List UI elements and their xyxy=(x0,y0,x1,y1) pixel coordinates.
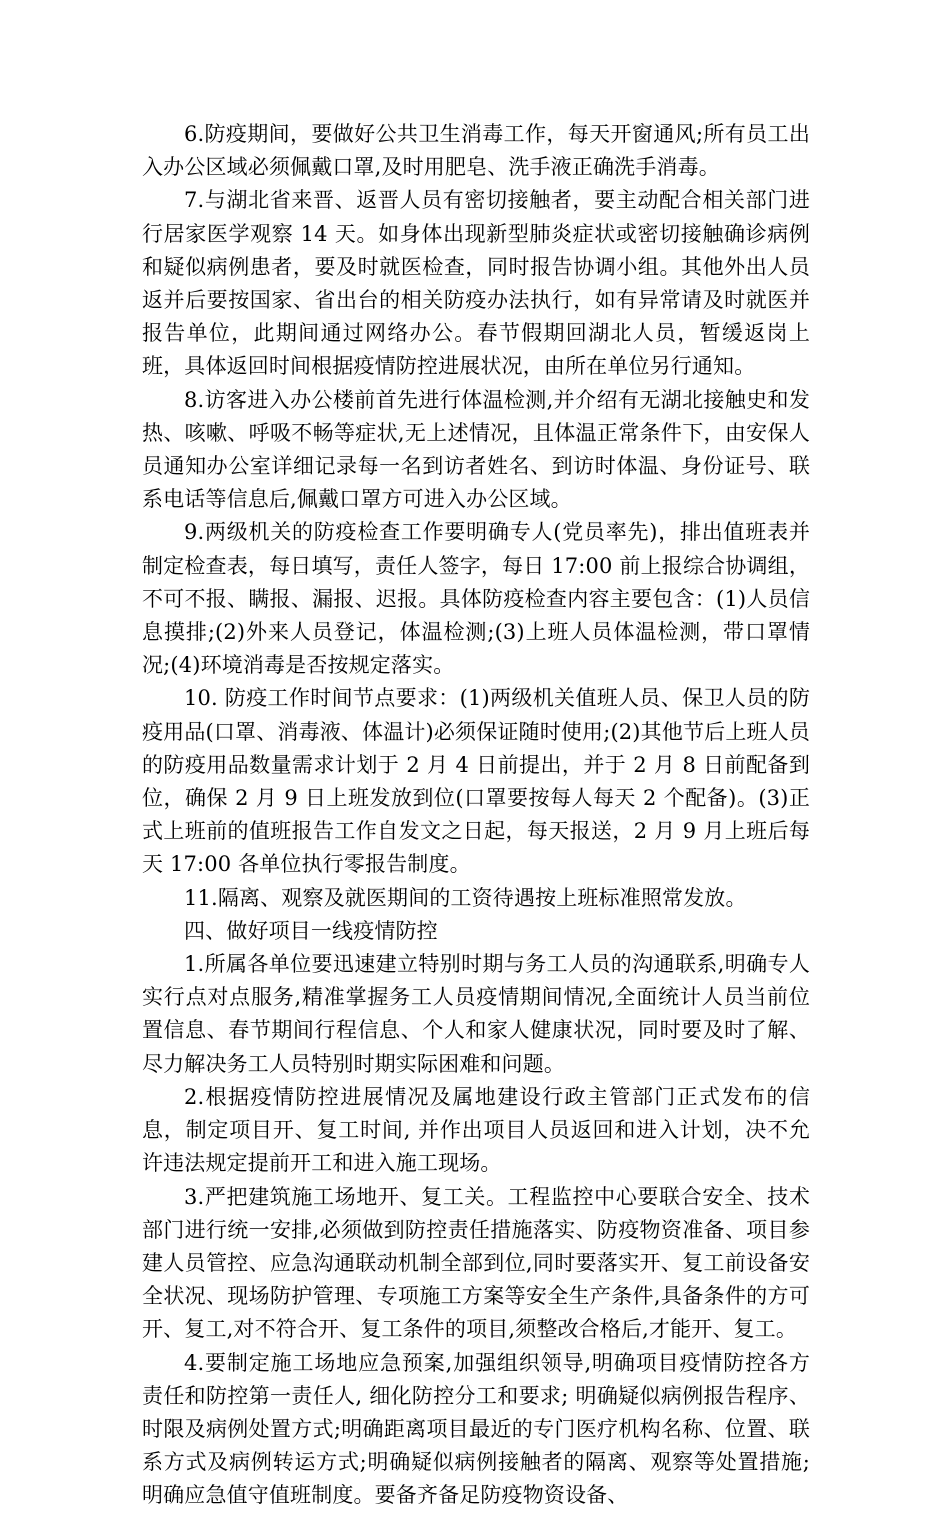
paragraph-6-disinfection: 6.防疫期间，要做好公共卫生消毒工作，每天开窗通风;所有员工出入办公区域必须佩戴口罩,及时用肥皂、洗手液正确洗手消毒。 xyxy=(142,122,810,180)
paragraph-s4-2-schedule: 2.根据疫情防控进展情况及属地建设行政主管部门正式发布的信息，制定项目开、复工时间, 并作出项目人员返回和进入计划，决不允许违法规定提前开工和进入施工现场。 xyxy=(142,1084,810,1176)
paragraph-s4-1-communication: 1.所属各单位要迅速建立特别时期与务工人员的沟通联系,明确专人实行点对点服务,精准掌握务工人员疫情期间情况,全面统计人员当前位置信息、春节期间行程信息、个人和家人健康状况，同时要及时了解、尽力解决务工人员特别时期实际困难和问题。 xyxy=(142,952,810,1076)
document-body xyxy=(142,118,810,1513)
paragraph-7-hubei-contacts: 7.与湖北省来晋、返晋人员有密切接触者，要主动配合相关部门进行居家医学观察 14 天。如身体出现新型肺炎症状或密切接触确诊病例和疑似病例患者，要及时就医检查，同时报告协调小组。其他外出人员返并后要按国家、省出台的相关防疫办法执行，如有异常请及时就医并报告单位，此期间通过网络办公。春节假期回湖北人员，暂缓返岗上班，具体返回时间根据疫情防控进展状况，由所在单位另行通知。 xyxy=(142,188,810,379)
paragraph-11-wages: 11.隔离、观察及就医期间的工资待遇按上班标准照常发放。 xyxy=(184,885,747,910)
paragraph-8-visitors: 8.访客进入办公楼前首先进行体温检测,并介绍有无湖北接触史和发热、咳嗽、呼吸不畅等症状,无上述情况，且体温正常条件下，由安保人员通知办公室详细记录每一名到访者姓名、到访时体温、身份证号、联系电话等信息后,佩戴口罩方可进入办公区域。 xyxy=(142,387,810,512)
section-heading-4: 四、做好项目一线疫情防控 xyxy=(184,918,438,943)
paragraph-10-time-nodes: 10. 防疫工作时间节点要求：(1)两级机关值班人员、保卫人员的防疫用品(口罩、消毒液、体温计)必须保证随时使用;(2)其他节后上班人员的防疫用品数量需求计划于 2 月 4 日前提出，并于 2 月 8 日前配备到位，确保 2 月 9 日上班发放到位(口罩要按每人每天 2 个配备)。(3)正式上班前的值班报告工作自发文之日起，每天报送，2 月 9 月上班后每天 17:00 各单位执行零报告制度。 xyxy=(142,686,810,877)
paragraph-9-inspection: 9.两级机关的防疫检查工作要明确专人(党员率先)，排出值班表并制定检查表，每日填写，责任人签字，每日 17:00 前上报综合协调组，不可不报、瞒报、漏报、迟报。具体防疫检查内容主要包含：(1)人员信息摸排;(2)外来人员登记，体温检测;(3)上班人员体温检测，带口罩情况;(4)环境消毒是否按规定落实。 xyxy=(142,520,810,678)
paragraph-s4-3-resumption: 3.严把建筑施工场地开、复工关。工程监控中心要联合安全、技术部门进行统一安排,必须做到防控责任措施落实、防疫物资准备、项目参建人员管控、应急沟通联动机制全部到位,同时要落实开、复工前设备安全状况、现场防护管理、专项施工方案等安全生产条件,具备条件的方可开、复工,对不符合开、复工条件的项目,须整改合格后,才能开、复工。 xyxy=(142,1184,810,1342)
paragraph-s4-4-emergency-plan: 4.要制定施工场地应急预案,加强组织领导,明确项目疫情防控各方责任和防控第一责任人, 细化防控分工和要求; 明确疑似病例报告程序、时限及病例处置方式;明确距离项目最近的专门医疗机构名称、位置、联系方式及病例转运方式;明确疑似病例接触者的隔离、观察等处置措施;明确应急值守值班制度。要备齐备足防疫物资设备、 xyxy=(142,1350,810,1508)
